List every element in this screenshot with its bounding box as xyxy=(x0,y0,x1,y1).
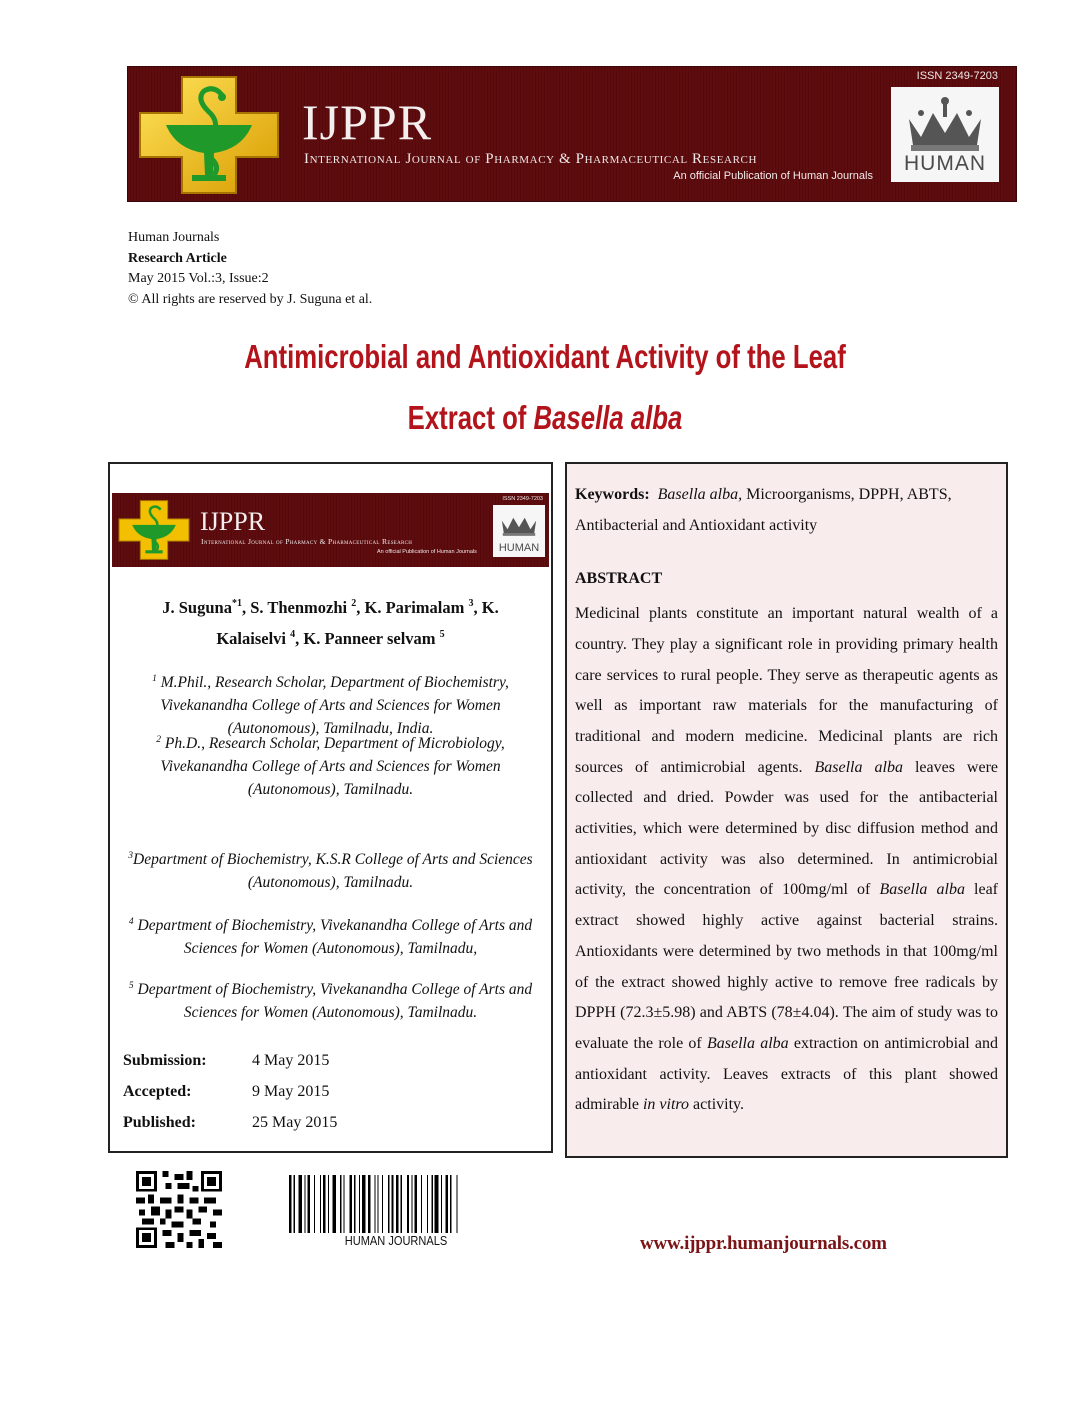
barcode-bar xyxy=(421,1175,422,1233)
barcode-bar xyxy=(441,1175,442,1233)
barcode-bar xyxy=(349,1175,351,1233)
barcode-bar xyxy=(411,1175,412,1233)
author: J. Suguna$^{*1}$, xyxy=(162,598,251,617)
crown-icon xyxy=(903,93,987,155)
barcode-label: HUMAN JOURNALS xyxy=(344,1233,448,1248)
affiliation-2: $^2$ Ph.D., Research Scholar, Department of Microbiology, Vivekanandha College of Arts and Sciences for Women (Autonomous), Tamilnadu. xyxy=(156,735,505,798)
mini-issn-number: ISSN 2349-7203 xyxy=(502,496,543,502)
barcode-bar xyxy=(377,1175,378,1233)
article-type: Research Article xyxy=(128,250,227,266)
mini-journal-banner xyxy=(112,493,549,567)
human-logo-text: HUMAN xyxy=(904,152,986,175)
keywords: Keywords: Basella alba, Microorganisms, DPPH, ABTS, Antibacterial and Antioxidant activity xyxy=(575,486,952,534)
title-species: Basella alba xyxy=(533,399,683,436)
barcode-bar xyxy=(340,1175,341,1233)
keywords-label: Keywords: xyxy=(575,486,650,503)
barcode-bar xyxy=(314,1175,315,1233)
abstract-heading: ABSTRACT xyxy=(575,570,663,588)
barcode-bar xyxy=(328,1175,329,1233)
barcode-bar xyxy=(396,1175,398,1233)
date-row-accepted: Accepted: 9 May 2015 xyxy=(123,1083,330,1100)
barcode-bar xyxy=(298,1175,302,1233)
mini-journal-tagline: An official Publication of Human Journals xyxy=(377,549,477,555)
abstract-panel xyxy=(565,462,1008,1158)
abstract-text: Medicinal plants constitute an important natural wealth of a country. They play a significant role in providing primary health care services to rural people. They serve as therapeutic agents as well as important raw materials for the manufacturing of traditional and modern medicine. Medicinal plants are rich sources of antimicrobial agents. Basella alba leaves were collected and dried. Powder was used for the antibacterial activities, which were determined by disc diffusion method and antioxidant activity was also determined. In antimicrobial activity, the concentration of 100mg/ml of Basella alba leaf extract showed highly active against bacterial strains. Antioxidants were determined by two methods in that 100mg/ml of the extract showed highly active to remove free radicals by DPPH (72.3±5.98) and ABTS (78±4.04). The aim of study was to evaluate the role of Basella alba extraction on antimicrobial and antioxidant activity. Leaves extracts of this plant showed admirable in vitro activity. xyxy=(575,605,999,1114)
barcode-bar xyxy=(407,1175,409,1233)
barcode-bar xyxy=(450,1175,451,1233)
barcode-bar xyxy=(446,1175,448,1233)
crown-icon xyxy=(499,508,539,538)
affiliation-5: $^5$ Department of Biochemistry, Vivekanandha College of Arts and Sciences for Women (Autonomous), Tamilnadu. xyxy=(128,981,533,1021)
barcode-bar xyxy=(362,1175,366,1233)
author: S. Thenmozhi $^2$, xyxy=(250,598,365,617)
article-title-line-1: Antimicrobial and Antioxidant Activity of the Leaf xyxy=(244,338,846,375)
barcode-bar xyxy=(388,1175,389,1233)
barcode-bar xyxy=(368,1175,370,1233)
journal-full-name: International Journal of Pharmacy & Pharmaceutical Research xyxy=(304,151,757,167)
barcode-bar xyxy=(320,1175,321,1233)
barcode-bar xyxy=(289,1175,291,1233)
barcode-bar xyxy=(382,1175,383,1233)
barcode-bar xyxy=(435,1175,439,1233)
author: K. Panneer selvam $^5$ xyxy=(303,629,445,648)
qr-code-icon xyxy=(136,1171,222,1248)
author: K. Parimalam $^3$, K. xyxy=(364,598,499,617)
barcode-icon xyxy=(289,1175,503,1233)
barcode-bar xyxy=(305,1175,306,1233)
date-row-published: Published: 25 May 2015 xyxy=(123,1114,338,1131)
title-prefix: Extract of xyxy=(407,399,534,436)
mini-human-logo xyxy=(493,505,545,557)
barcode-bar xyxy=(332,1175,336,1233)
barcode-bar xyxy=(308,1175,310,1233)
journal-tagline: An official Publication of Human Journals xyxy=(673,170,873,182)
barcode-bar xyxy=(294,1175,295,1233)
affiliation-3: $^3$Department of Biochemistry, K.S.R College of Arts and Sciences (Autonomous), Tamilnadu. xyxy=(128,851,533,891)
date-row-submission: Submission: 4 May 2015 xyxy=(123,1052,330,1069)
barcode-bar xyxy=(359,1175,360,1233)
barcode-bar xyxy=(391,1175,393,1233)
affiliation-4: $^4$ Department of Biochemistry, Vivekanandha College of Arts and Sciences for Women (Autonomous), Tamilnadu, xyxy=(128,917,533,957)
pharmacy-cross-logo-icon xyxy=(118,497,190,563)
human-publisher-logo xyxy=(891,87,999,182)
barcode-bar xyxy=(354,1175,355,1233)
mini-journal-brand: IJPPR xyxy=(200,507,266,536)
issue-info: May 2015 Vol.:3, Issue:2 xyxy=(128,271,269,286)
author-list xyxy=(120,592,541,654)
barcode-bar xyxy=(374,1175,375,1233)
issn-number: ISSN 2349-7203 xyxy=(916,70,998,82)
copyright-notice: © All rights are reserved by J. Suguna et al. xyxy=(128,291,373,307)
journal-brand: IJPPR xyxy=(302,94,433,150)
barcode-bar xyxy=(401,1175,402,1233)
pharmacy-cross-logo-icon xyxy=(138,75,280,195)
mini-human-logo-text: HUMAN xyxy=(498,542,540,554)
article-meta xyxy=(128,228,372,310)
mini-journal-full-name: International Journal of Pharmacy & Pharmaceutical Research xyxy=(201,537,413,546)
barcode-bar xyxy=(456,1175,457,1233)
journal-website-link[interactable]: www.ijppr.humanjournals.com xyxy=(640,1233,887,1254)
publisher-name: Human Journals xyxy=(128,230,220,245)
journal-banner xyxy=(127,66,1017,202)
author-info-panel xyxy=(108,462,553,1153)
barcode-bar xyxy=(323,1175,325,1233)
publication-dates xyxy=(123,1045,337,1138)
barcode-bar xyxy=(432,1175,433,1233)
affiliation-1: $^1$ M.Phil., Research Scholar, Department of Biochemistry, Vivekanandha College of Arts and Sciences for Women (Autonomous), Tamilnadu, India. xyxy=(152,674,509,737)
barcode-bar xyxy=(343,1175,344,1233)
barcode-bar xyxy=(427,1175,428,1233)
article-title-line-2 xyxy=(214,401,877,434)
barcode-bar xyxy=(415,1175,417,1233)
author: Kalaiselvi $^4$, xyxy=(216,629,304,648)
